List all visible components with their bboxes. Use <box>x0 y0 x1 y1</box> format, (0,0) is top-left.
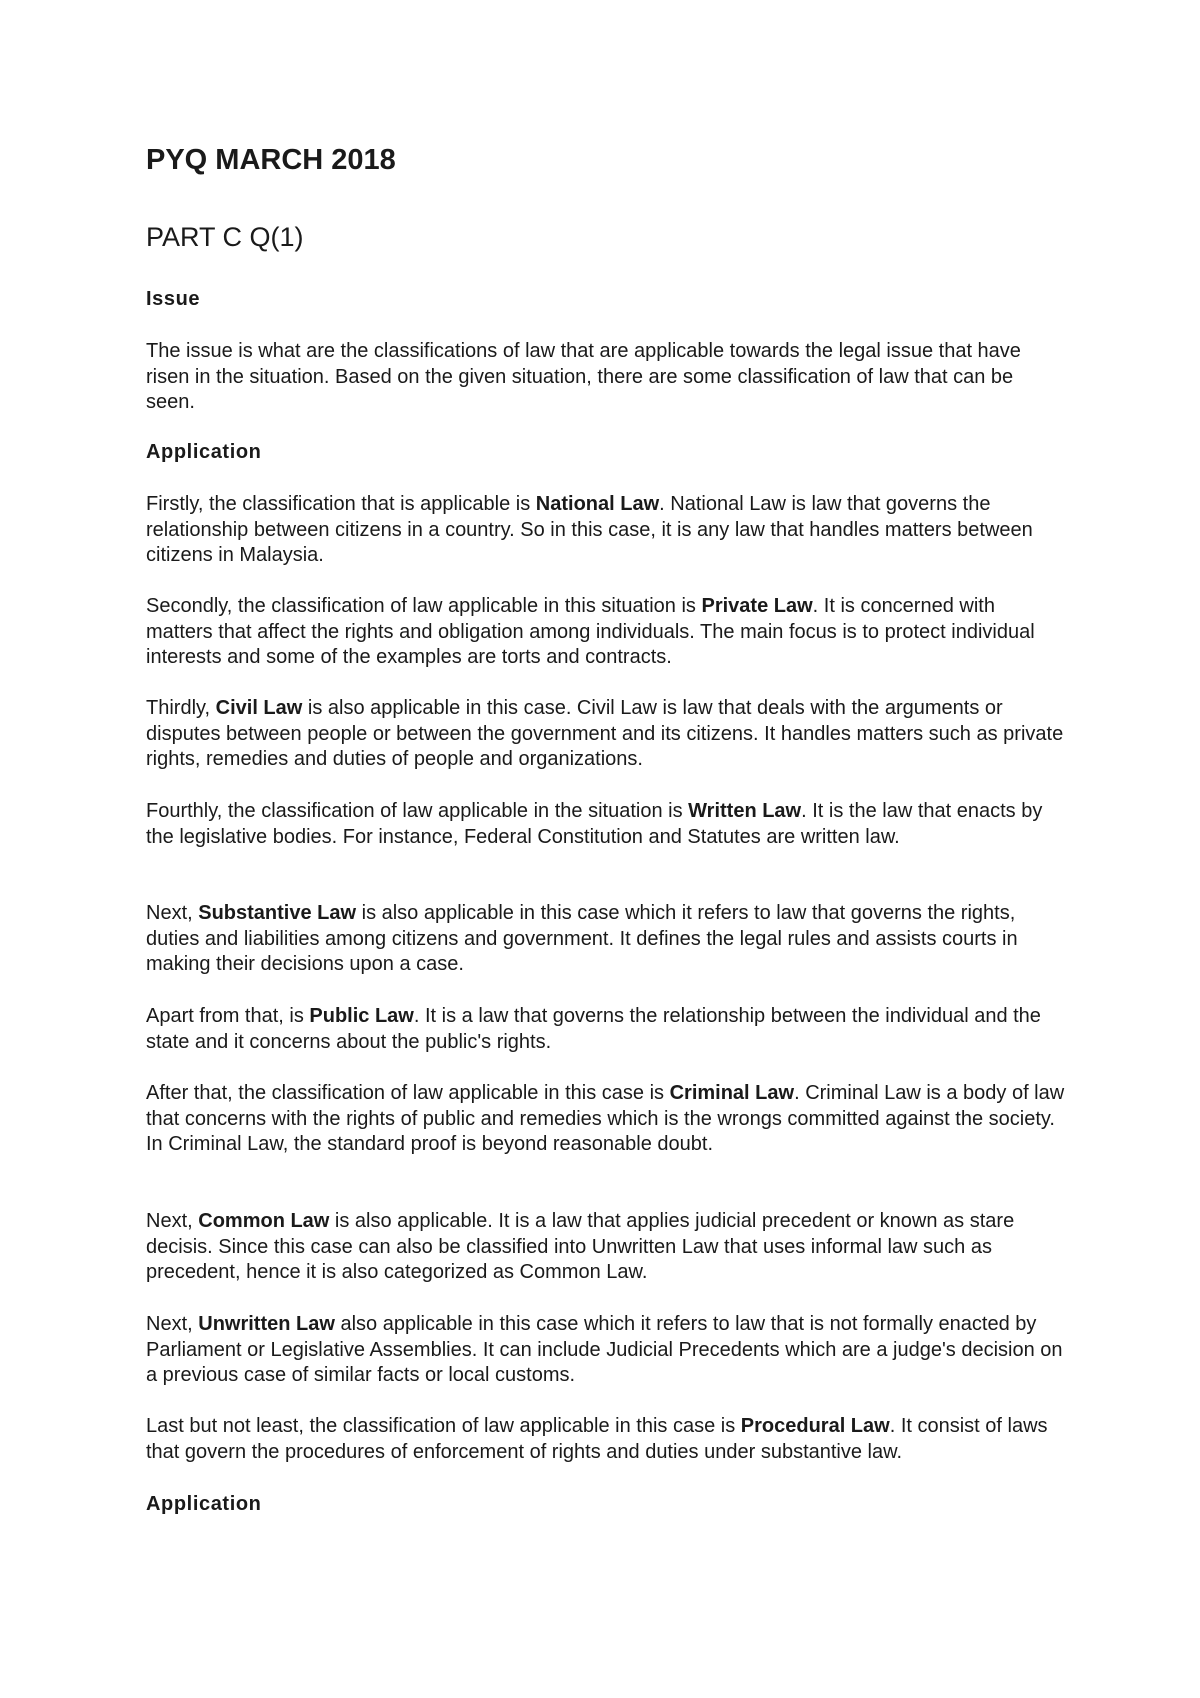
paragraph-text: . Criminal Law is a body of law that concerns with the rights of public and remedies which is the wrongs committed against the society. In Criminal Law, the standard proof is beyond reasonable doubt. <box>146 1082 1065 1155</box>
paragraph-text: Apart from that, is <box>146 1005 310 1027</box>
paragraph-text: . It is the law that enacts by the legislative bodies. For instance, Federal Constitution and Statutes are written law. <box>146 800 1043 848</box>
paragraph-text: . It is a law that governs the relationship between the individual and the state and it concerns about the public's rights. <box>146 1005 1041 1053</box>
issue-paragraph: The issue is what are the classifications of law that are applicable towards the legal issue that have risen in the situation. Based on the given situation, there are some classification of law that can be seen. <box>146 340 1021 413</box>
paragraph-text: . It consist of laws that govern the procedures of enforcement of rights and duties under substantive law. <box>146 1415 1048 1463</box>
paragraph-public-law <box>146 1004 1066 1055</box>
paragraph-text: Next, <box>146 902 199 924</box>
paragraph-national-law <box>146 492 1066 569</box>
paragraph-procedural-law <box>146 1414 1066 1465</box>
paragraph-text: Thirdly, <box>146 697 216 719</box>
paragraph-written-law <box>146 799 1066 850</box>
paragraph-substantive-law <box>146 901 1066 978</box>
law-term: Civil Law <box>215 697 303 719</box>
paragraph-text: Next, <box>146 1313 199 1335</box>
paragraph-text: is also applicable. It is a law that applies judicial precedent or known as stare decisis. Since this case can also be classified into Unwritten Law that uses informal law such as precedent, hence it is also categorized as Common Law. <box>146 1210 1015 1283</box>
paragraph-text: After that, the classification of law applicable in this case is <box>146 1082 670 1104</box>
law-term: Criminal Law <box>669 1082 795 1104</box>
paragraph-common-law <box>146 1209 1066 1286</box>
application-heading: Application <box>146 441 262 463</box>
law-term: Procedural Law <box>740 1415 890 1437</box>
law-term: Private Law <box>701 595 813 617</box>
law-term: Written Law <box>688 800 802 822</box>
issue-heading: Issue <box>146 288 201 310</box>
law-term: Unwritten Law <box>198 1313 335 1335</box>
application-heading-2: Application <box>146 1493 262 1515</box>
paragraph-text: Firstly, the classification that is applicable is <box>146 493 536 515</box>
document-title: PYQ MARCH 2018 <box>146 144 396 176</box>
paragraph-text: . It is concerned with matters that affect the rights and obligation among individuals. The main focus is to protect individual interests and some of the examples are torts and contracts. <box>146 595 1035 668</box>
paragraph-text: . National Law is law that governs the relationship between citizens in a country. So in this case, it is any law that handles matters between citizens in Malaysia. <box>146 493 1033 566</box>
paragraph-private-law <box>146 594 1066 671</box>
paragraph-text: also applicable in this case which it refers to law that is not formally enacted by Parliament or Legislative Assemblies. It can include Judicial Precedents which are a judge's decision on a previous case of similar facts or local customs. <box>146 1313 1063 1386</box>
law-term: National Law <box>535 493 660 515</box>
law-term: Common Law <box>198 1210 330 1232</box>
paragraph-civil-law <box>146 696 1066 773</box>
paragraph-text: is also applicable in this case. Civil Law is law that deals with the arguments or disputes between people or between the government and its citizens. It handles matters such as private rights, remedies and duties of people and organizations. <box>146 697 1064 770</box>
paragraph-text: is also applicable in this case which it refers to law that governs the rights, duties and liabilities among citizens and government. It defines the legal rules and assists courts in making their decisions upon a case. <box>146 902 1018 975</box>
paragraph-unwritten-law <box>146 1312 1066 1389</box>
part-heading: PART C Q(1) <box>146 222 304 252</box>
paragraph-text: Next, <box>146 1210 199 1232</box>
paragraph-text: Secondly, the classification of law applicable in this situation is <box>146 595 702 617</box>
paragraph-text: Last but not least, the classification of law applicable in this case is <box>146 1415 741 1437</box>
law-term: Substantive Law <box>198 902 357 924</box>
paragraph-text: Fourthly, the classification of law applicable in the situation is <box>146 800 689 822</box>
law-term: Public Law <box>309 1005 414 1027</box>
paragraph-criminal-law <box>146 1081 1066 1158</box>
